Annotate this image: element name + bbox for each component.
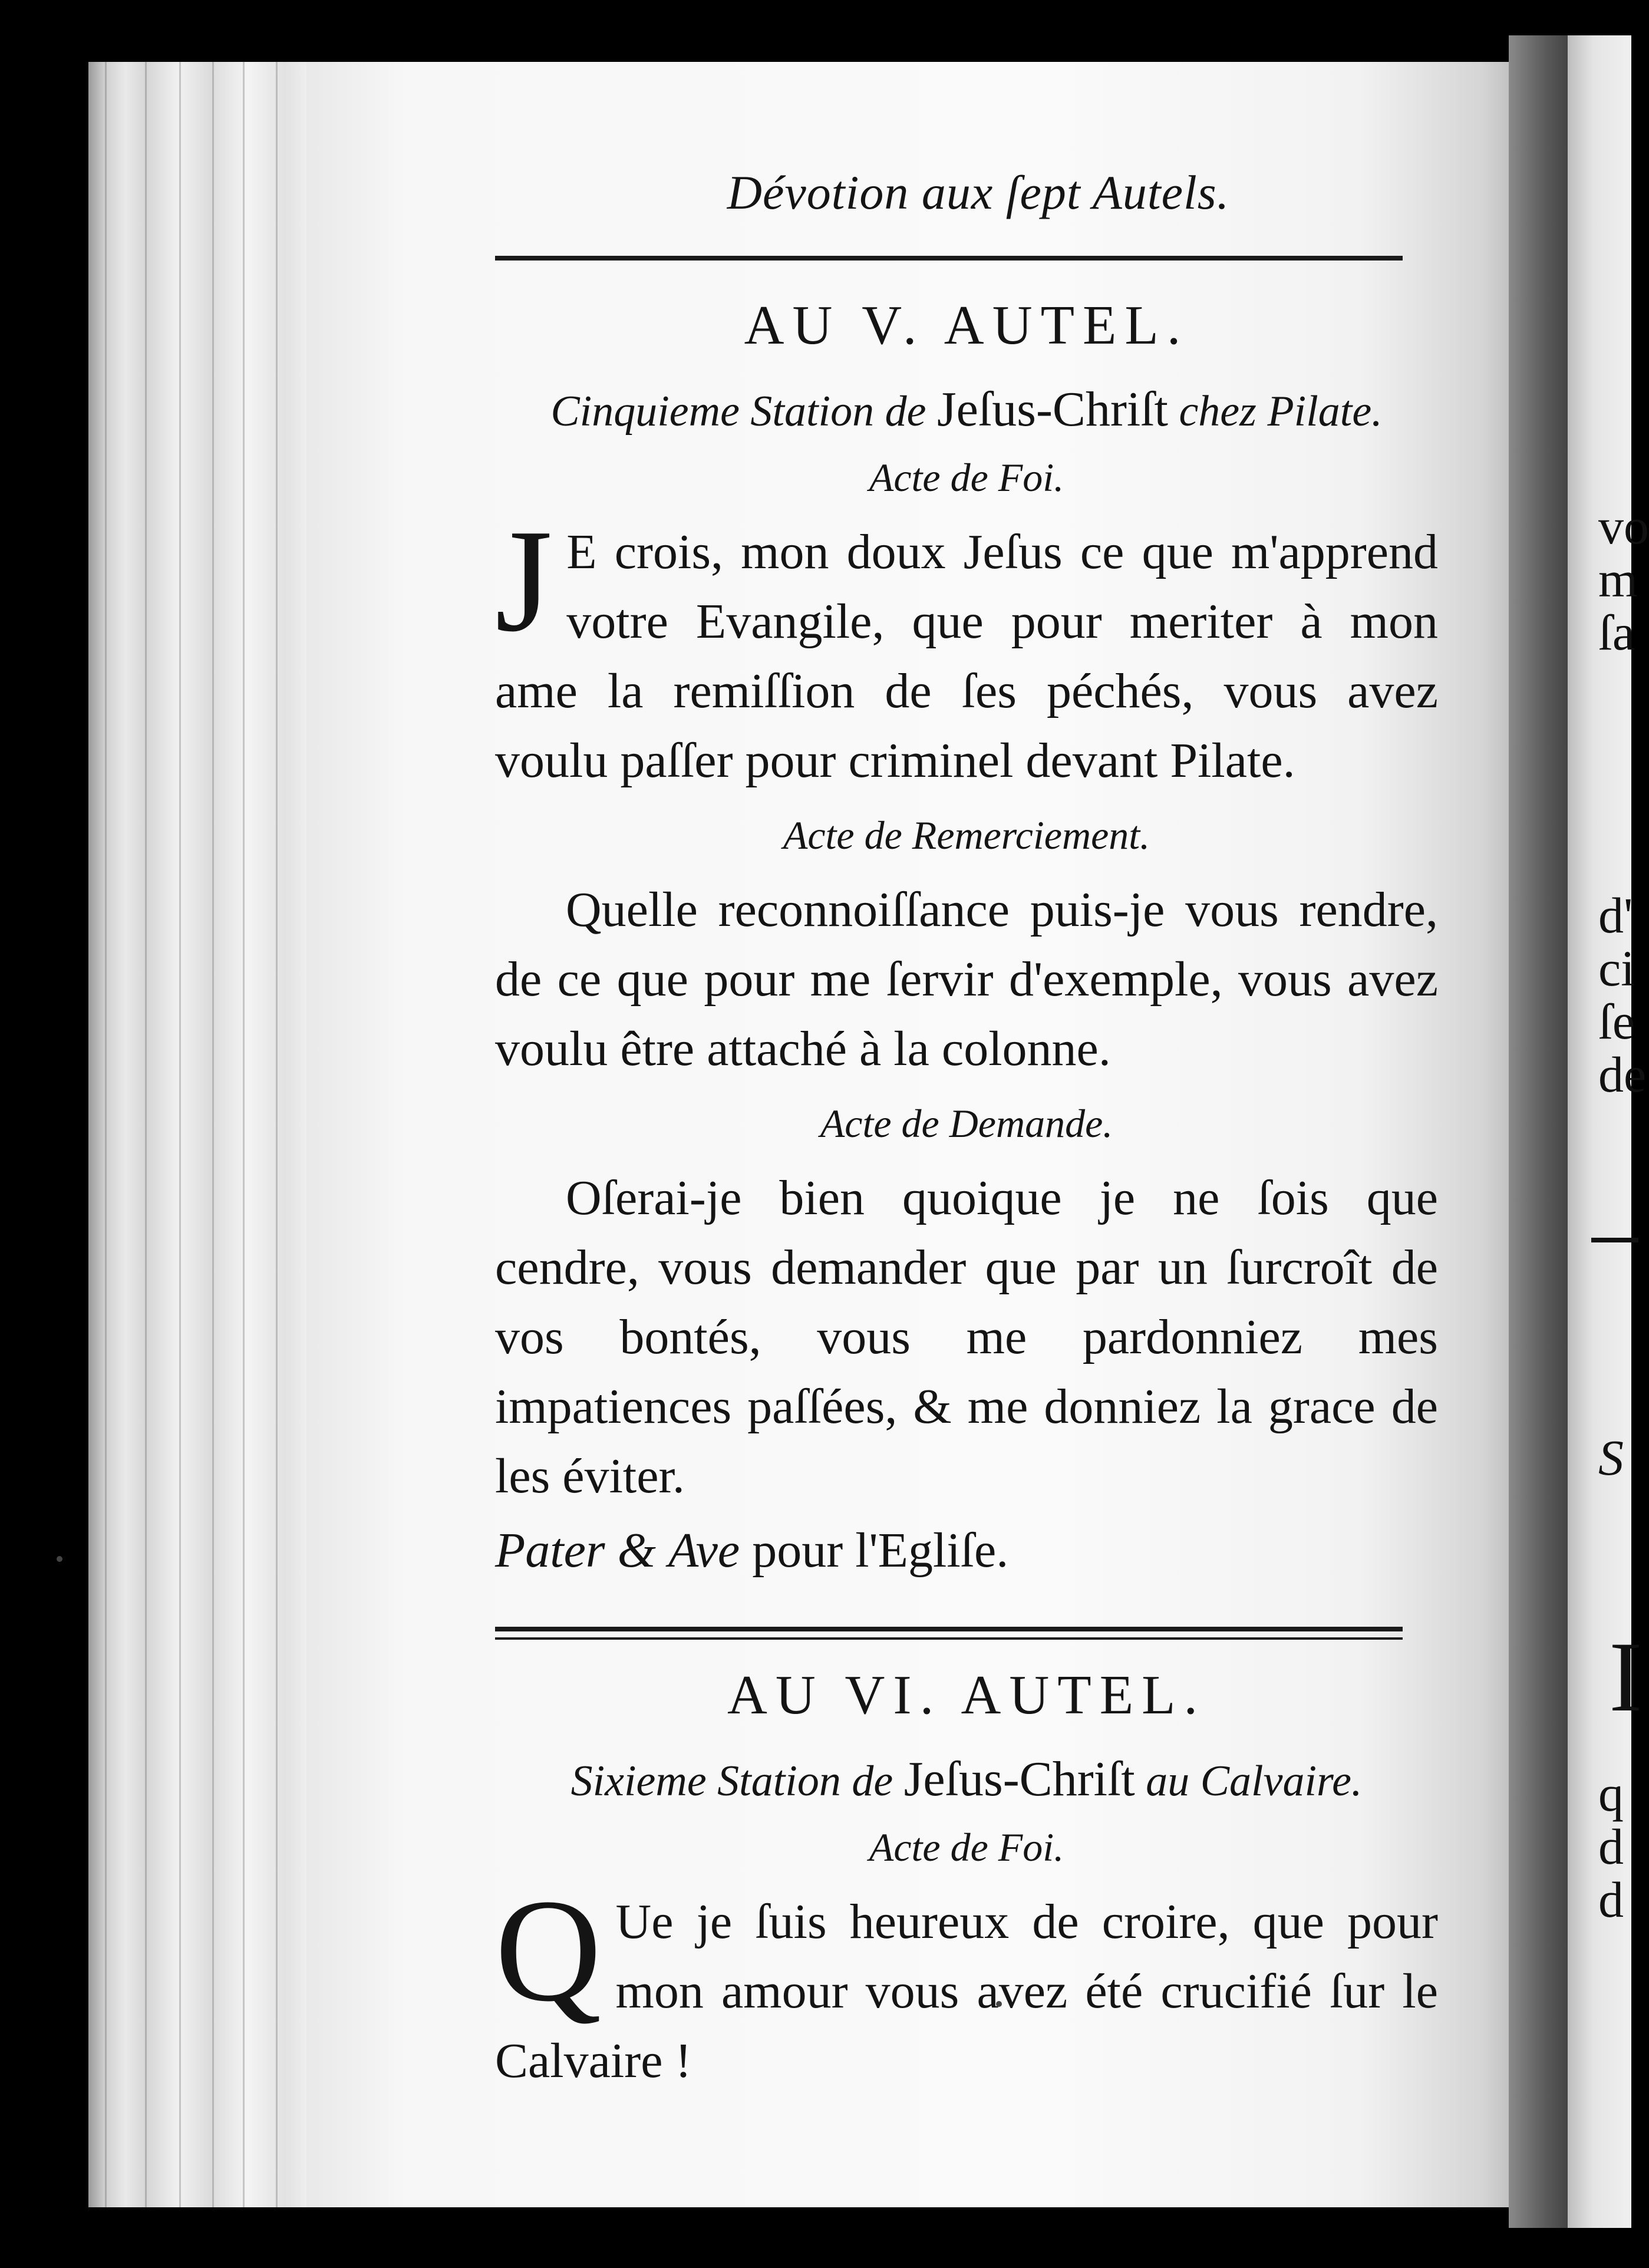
drop-cap: J	[495, 499, 553, 662]
station-heading	[495, 1751, 1438, 1808]
facing-fragment: ci	[1598, 940, 1635, 997]
running-head: Dévotion aux ſept Autels.	[727, 166, 1230, 219]
station-heading	[495, 381, 1438, 438]
station-place: au Calvaire.	[1146, 1757, 1363, 1805]
station-name: Jeſus-Chriſt	[903, 1752, 1135, 1807]
facing-fragment: de	[1598, 1046, 1647, 1103]
prayer-ave: Ave	[668, 1523, 740, 1578]
station-lead: Sixieme Station de	[570, 1757, 893, 1805]
facing-fragment: d	[1598, 1818, 1624, 1875]
prayer-rest: pour l'Egliſe.	[752, 1523, 1009, 1578]
paragraph: Oſerai-je bien quoique je ne ſois que cendre, vous demander que par un ſurcroît de vos bontés, vous me pardonniez mes impatiences paſſées, & me donniez la grace de les éviter.	[495, 1171, 1438, 1504]
section-title: AU VI. AUTEL.	[727, 1664, 1206, 1726]
prayer-line	[495, 1516, 1438, 1585]
paragraph	[495, 499, 1438, 796]
section-rule	[495, 1627, 1403, 1631]
station-lead: Cinquieme Station de	[550, 387, 926, 436]
act-heading: Acte de Foi.	[869, 455, 1064, 500]
station-name: Jeſus-Chriſt	[936, 382, 1168, 437]
facing-fragment: ſa	[1598, 604, 1635, 661]
section-rule-thin	[495, 1637, 1403, 1640]
facing-fragment: d'	[1598, 887, 1633, 944]
section-autel-vi	[495, 1663, 1438, 2096]
section-autel-v	[495, 294, 1438, 1585]
act-heading: Acte de Foi.	[869, 1825, 1064, 1870]
facing-fragment: q	[1598, 1765, 1624, 1822]
section-title: AU V. AUTEL.	[744, 295, 1189, 356]
paragraph	[495, 1869, 1438, 2096]
paragraph-text: Ue je ſuis heureux de croire, que pour mon amour vous avez été crucifié ſur le Calvaire !	[495, 1894, 1438, 2088]
facing-fragment: S	[1598, 1429, 1624, 1486]
section-rule	[495, 256, 1403, 261]
act-heading: Acte de Remerciement.	[783, 813, 1150, 858]
prayer-pater: Pater	[495, 1523, 605, 1578]
facing-fragment: m	[1598, 551, 1638, 608]
facing-fragment: vo	[1598, 498, 1649, 555]
speck-mark	[57, 1556, 62, 1562]
facing-rule	[1591, 1238, 1638, 1242]
drop-cap: Q	[495, 1869, 602, 2032]
page-content	[495, 165, 1438, 2096]
act-heading: Acte de Demande.	[820, 1101, 1113, 1146]
station-place: chez Pilate.	[1179, 387, 1383, 436]
paragraph-text: E crois, mon doux Jeſus ce que m'apprend votre Evangile, que pour meriter à mon ame la remiſſion de ſes péchés, vous avez voulu paſſer pour criminel devant Pilate.	[495, 525, 1438, 788]
facing-fragment: d	[1598, 1871, 1624, 1928]
facing-fragment: ſe	[1598, 993, 1635, 1050]
prayer-amp: &	[617, 1523, 656, 1578]
facing-fragment: I	[1609, 1621, 1643, 1732]
paragraph: Quelle reconnoiſſance puis-je vous rendre, de ce que pour me ſervir d'exemple, vous avez voulu être attaché à la colonne.	[495, 882, 1438, 1076]
facing-page	[1568, 35, 1649, 2228]
